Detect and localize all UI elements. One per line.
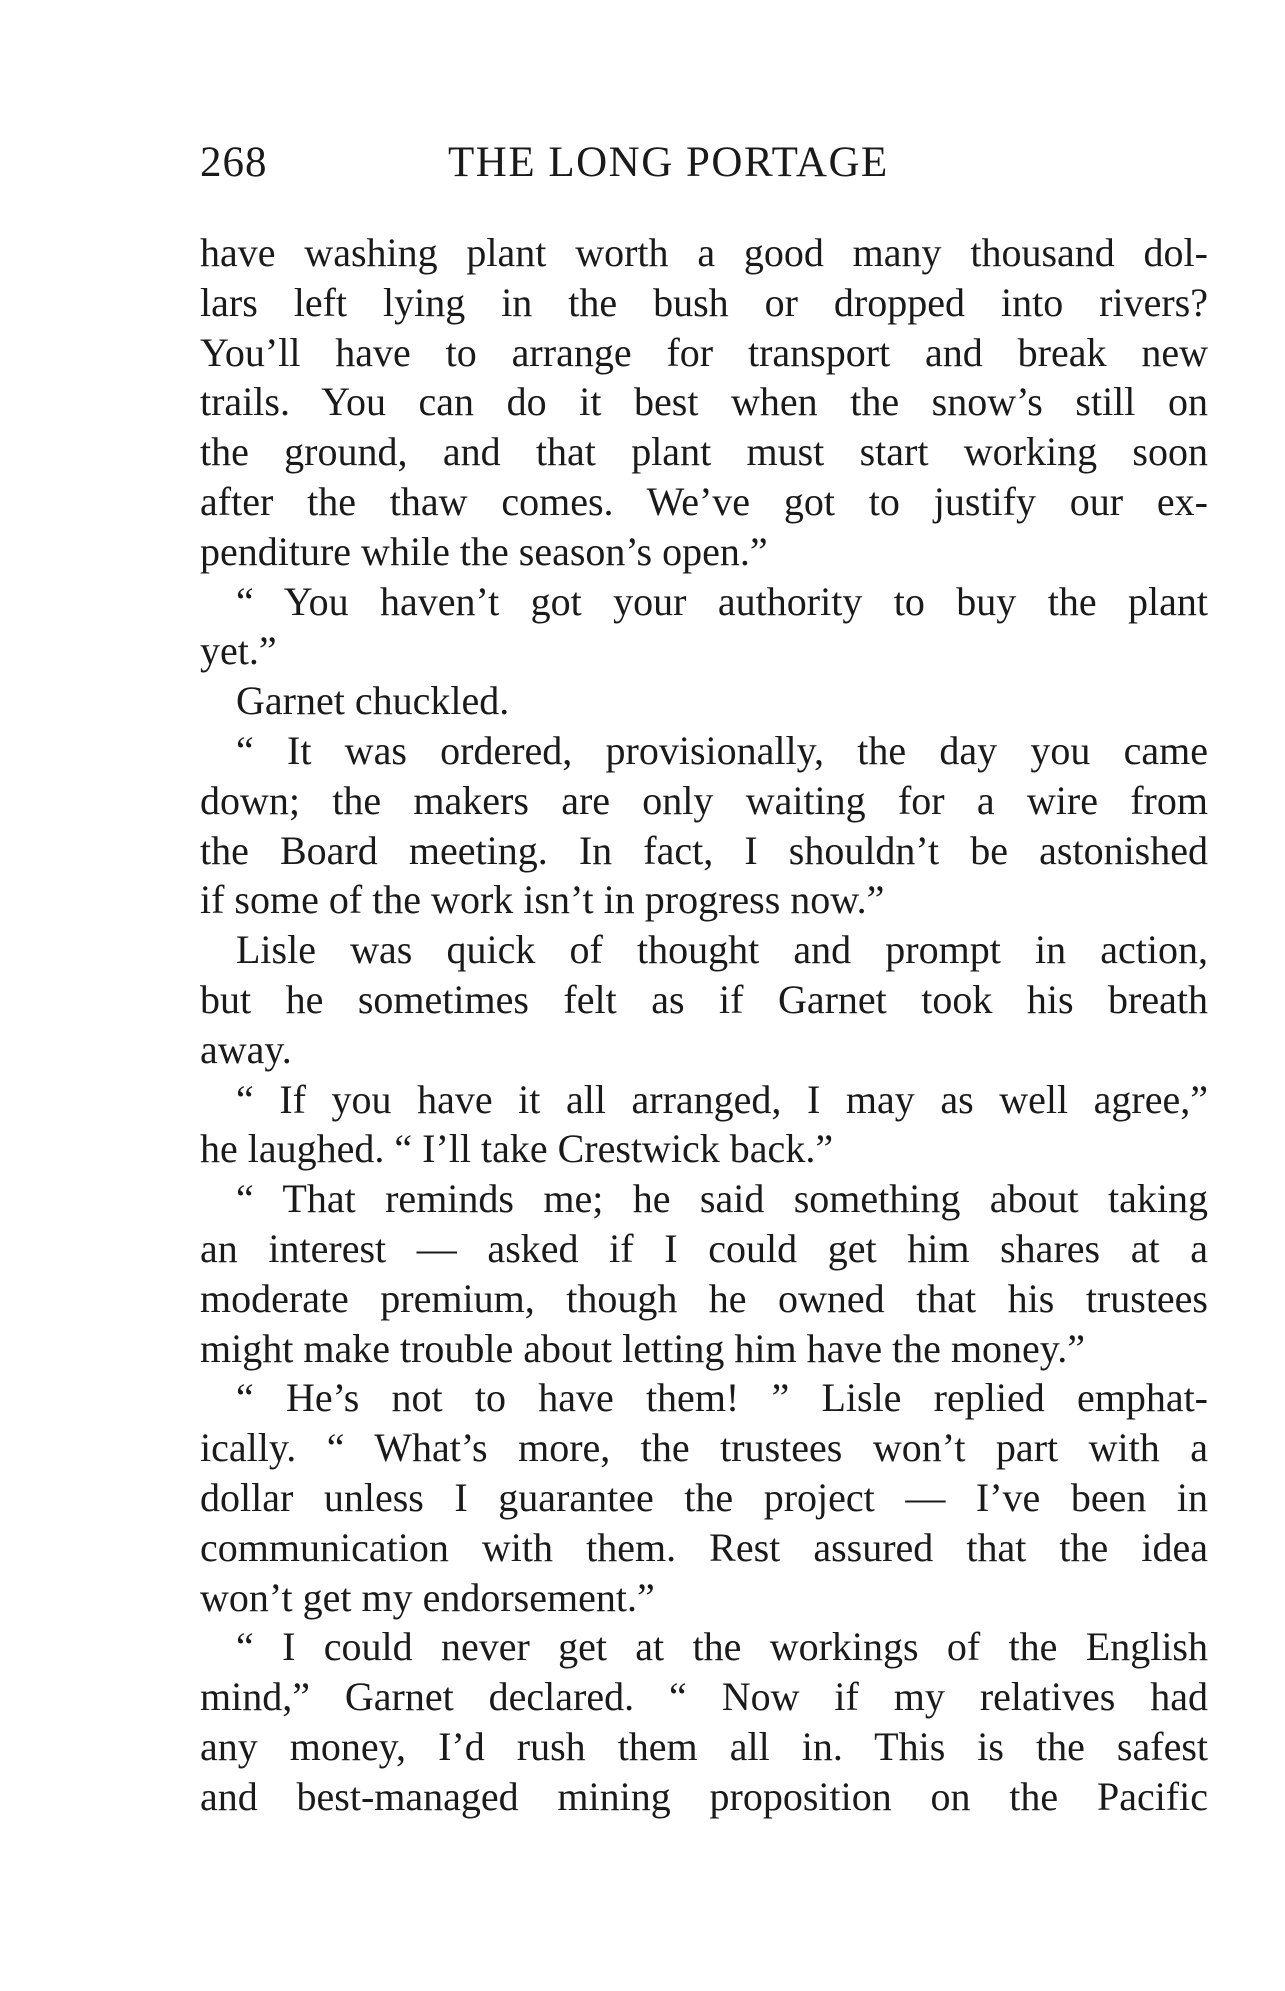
text-line: communication with them. Rest assured that the idea (200, 1524, 1208, 1570)
text-line: “ That reminds me; he said something about taking (236, 1176, 1208, 1222)
text-line: the Board meeting. In fact, I shouldn’t be astonished (200, 827, 1208, 873)
text-line: might make trouble about letting him have the money.” (200, 1325, 1085, 1371)
text-line: he laughed. “ I’ll take Crestwick back.” (200, 1126, 834, 1172)
text-line: any money, I’d rush them all in. This is the safest (200, 1723, 1208, 1769)
text-line: “ He’s not to have them! ” Lisle replied emphat- (236, 1375, 1208, 1421)
text-line: won’t get my endorsement.” (200, 1574, 655, 1620)
text-line: moderate premium, though he owned that his trustees (200, 1275, 1208, 1321)
text-line: down; the makers are only waiting for a wire from (200, 777, 1208, 823)
text-line: ically. “ What’s more, the trustees won’t part with a (200, 1425, 1208, 1471)
text-line: dollar unless I guarantee the project — I’ve been in (200, 1474, 1208, 1520)
text-line: “ If you have it all arranged, I may as well agree,” (236, 1076, 1208, 1122)
text-line: You’ll have to arrange for transport and break new (200, 329, 1208, 375)
text-line: Garnet chuckled. (236, 678, 510, 724)
text-line: “ It was ordered, provisionally, the day you came (236, 727, 1208, 773)
text-line: and best-managed mining proposition on the Pacific (200, 1773, 1208, 1819)
text-line: if some of the work isn’t in progress now.” (200, 877, 885, 923)
body-text (200, 228, 1208, 1822)
text-line: lars left lying in the bush or dropped into rivers? (200, 279, 1208, 325)
running-title: THE LONG PORTAGE (448, 139, 889, 186)
text-line: after the thaw comes. We’ve got to justify our ex- (200, 478, 1208, 524)
running-head (200, 138, 1210, 188)
text-line: an interest — asked if I could get him shares at a (200, 1225, 1208, 1271)
text-line: away. (200, 1026, 292, 1072)
text-line: the ground, and that plant must start working soon (200, 429, 1208, 475)
page-number: 268 (200, 139, 268, 186)
text-line: “ You haven’t got your authority to buy the plant (236, 578, 1208, 624)
text-line: “ I could never get at the workings of the English (236, 1624, 1208, 1670)
text-line: penditure while the season’s open.” (200, 528, 768, 574)
text-line: trails. You can do it best when the snow’s still on (200, 379, 1208, 425)
text-line: have washing plant worth a good many thousand dol- (200, 230, 1208, 275)
text-line: Lisle was quick of thought and prompt in action, (236, 927, 1208, 973)
text-line: but he sometimes felt as if Garnet took his breath (200, 976, 1208, 1022)
text-line: yet.” (200, 628, 277, 674)
text-line: mind,” Garnet declared. “ Now if my relatives had (200, 1674, 1208, 1720)
